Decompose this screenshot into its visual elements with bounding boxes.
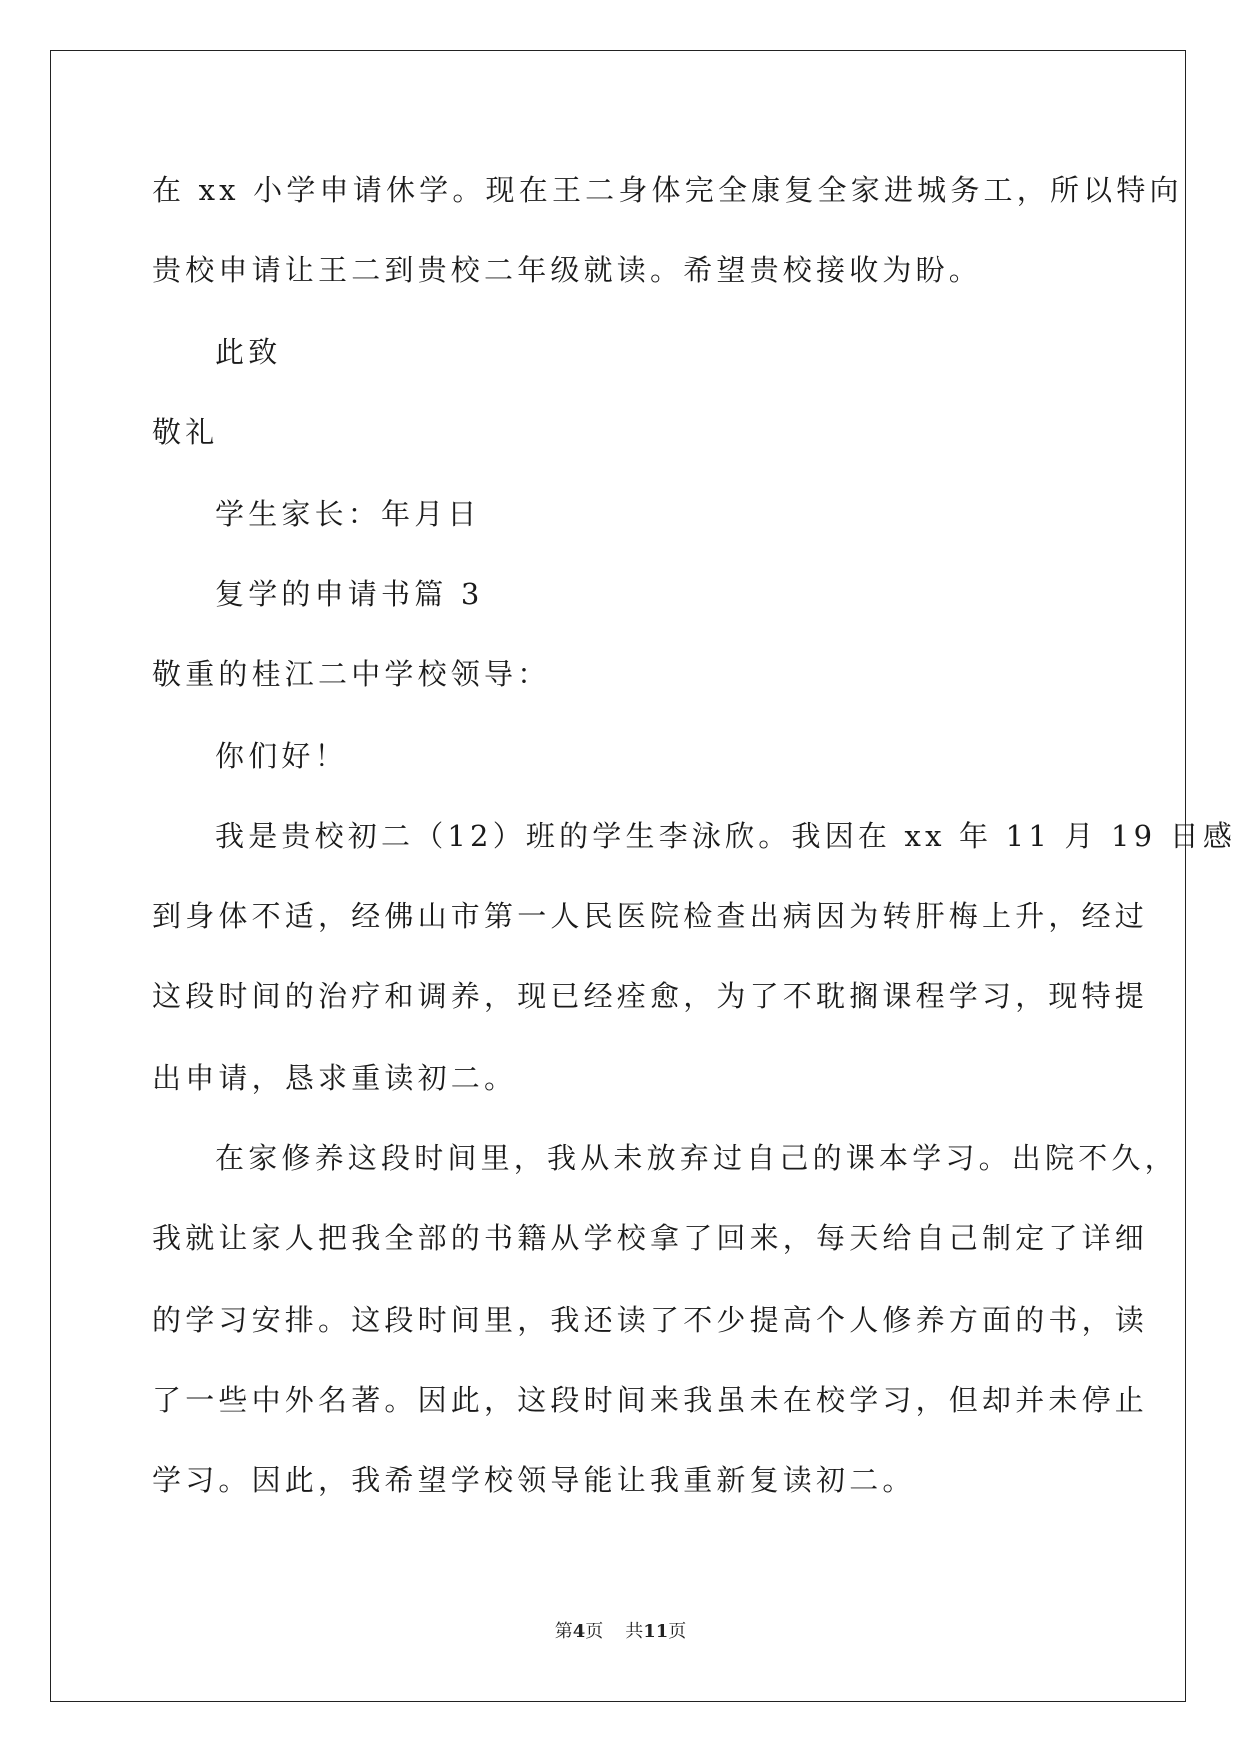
body-line-10: 到身体不适，经佛山市第一人民医院检查出病因为转肝梅上升，经过 [152,899,1149,933]
body-line-17: 学习。因此，我希望学校领导能让我重新复读初二。 [152,1463,916,1497]
body-line-1: 在 xx 小学申请休学。现在王二身体完全康复全家进城务工，所以特向 [152,173,1183,207]
closing-regards: 敬礼 [152,415,219,449]
page-number: 4 [572,1621,586,1642]
body-line-14: 我就让家人把我全部的书籍从学校拿了回来，每天给自己制定了详细 [152,1221,1149,1255]
page-footer [0,1620,1241,1644]
total-pages: 11 [643,1621,669,1642]
total-suffix: 页 [668,1621,687,1642]
body-line-9: 我是贵校初二（12）班的学生李泳欣。我因在 xx 年 11 月 19 日感 [215,819,1237,853]
closing-salutation: 此致 [215,335,282,369]
greeting-hello: 你们好！ [215,739,348,773]
page-border [50,50,1186,1702]
page-prefix: 第 [554,1621,573,1642]
body-line-15: 的学习安排。这段时间里，我还读了不少提高个人修养方面的书，读 [152,1303,1149,1337]
body-line-16: 了一些中外名著。因此，这段时间来我虽未在校学习，但却并未停止 [152,1383,1149,1417]
section-heading: 复学的申请书篇 3 [215,577,484,611]
body-line-11: 这段时间的治疗和调养，现已经痊愈，为了不耽搁课程学习，现特提 [152,979,1149,1013]
signature-line: 学生家长：年月日 [215,497,481,531]
body-line-2: 贵校申请让王二到贵校二年级就读。希望贵校接收为盼。 [152,253,983,287]
body-line-13: 在家修养这段时间里，我从未放弃过自己的课本学习。出院不久， [215,1141,1178,1175]
page-suffix: 页 [585,1621,604,1642]
total-prefix: 共 [625,1621,644,1642]
body-line-12: 出申请，恳求重读初二。 [152,1061,518,1095]
letter-greeting: 敬重的桂江二中学校领导： [152,657,551,691]
